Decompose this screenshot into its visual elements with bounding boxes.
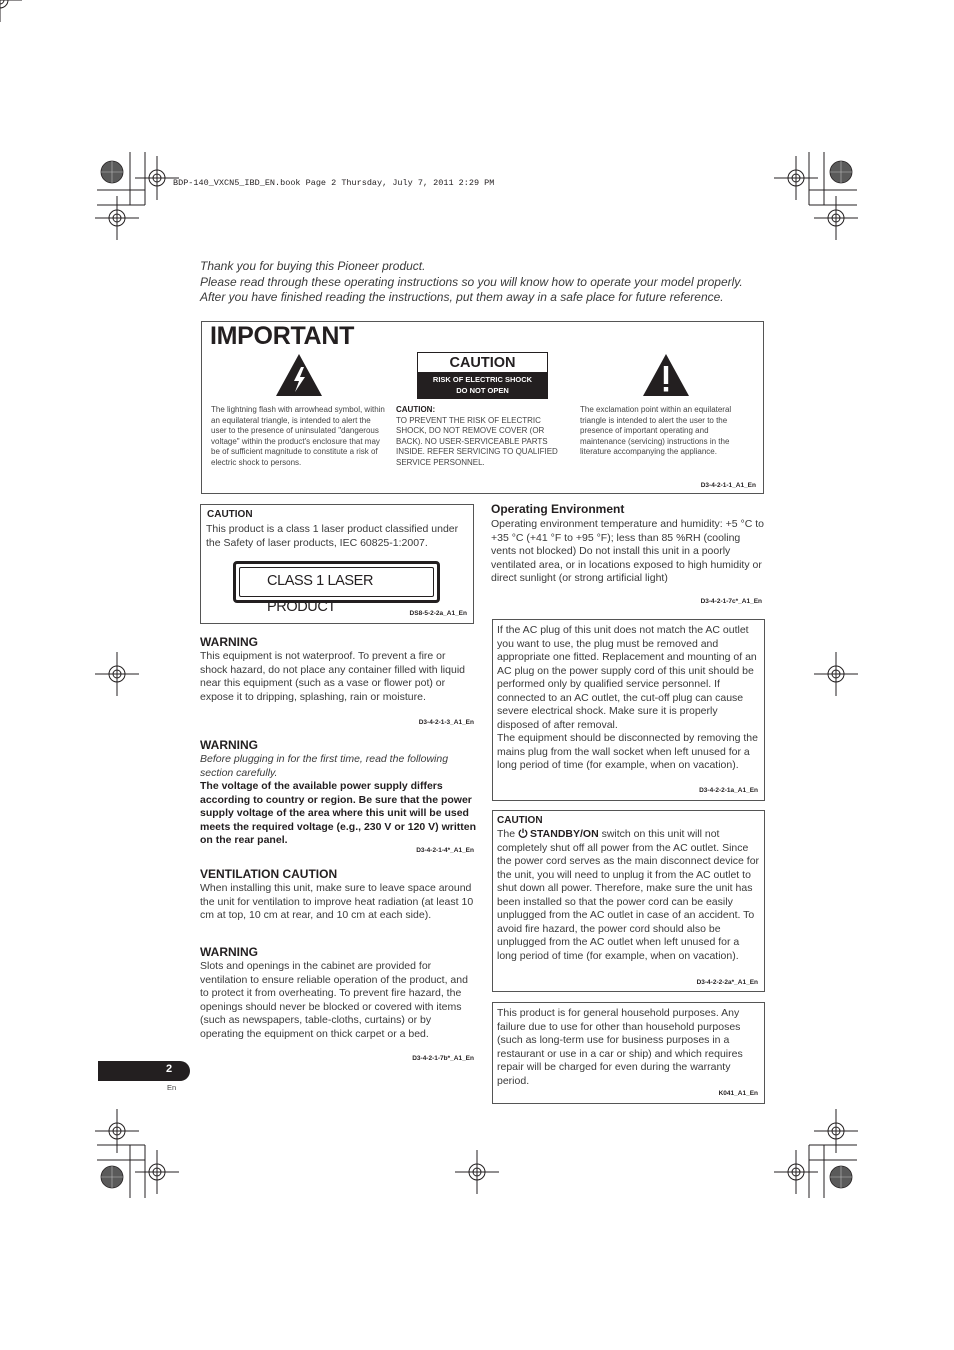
standby-text-body: switch on this unit will not completely shut off all power from the AC outlet. Since the power cord serves as the main disconnect device for the unit, you will need to unplug it from the AC outlet to shut down all power. Therefore, make sure the unit has been installed so that the power cord can be easily unplugged from the AC outlet in case of an accident. To avoid fire hazard, the power cord should also be unplugged from the AC outlet when left unused for a long period of time (for example, when on vacation). — [497, 828, 760, 962]
intro-line: Please read through these operating instructions so you will know how to operate your model properly. — [200, 274, 743, 289]
laser-plate-label: CLASS 1 LASER PRODUCT — [239, 567, 434, 597]
laser-text: This product is a class 1 laser product classified under the Safety of laser products, IEC 60825-1:2007. — [206, 523, 459, 549]
warning-intro: Before plugging in for the first time, read the following section carefully. — [200, 753, 449, 779]
caution-heading: CAUTION: — [396, 405, 436, 414]
important-title: IMPORTANT — [210, 322, 355, 350]
reference-code: D3-4-2-1-3_A1_En — [418, 719, 474, 726]
page-language: En — [167, 1083, 177, 1092]
intro-line: Thank you for buying this Pioneer product. — [200, 259, 426, 273]
operating-environment-text: Operating environment temperature and humidity: +5 °C to +35 °C (+41 °F to +95 °F); less than 85 %RH (cooling vents not blocked) Do not install this unit in a poorly ventilated area, or in locations exposed to high humidity or direct sunlight (or strong artificial light) — [491, 518, 764, 584]
exclamation-description: The exclamation point within an equilateral triangle is intended to alert the user to the presence of important operating and maintenance (servicing) instructions in the literature accompanying the appliance. — [580, 405, 732, 456]
ac-plug-paragraph: If the AC plug of this unit does not match the AC outlet you want to use, the plug must be removed and appropriate one fitted. Replacement and mounting of an AC plug on the power supply cord of this unit should be performed only by qualified service personnel. If connected to an AC outlet, the cut-off plug can cause severe electrical shock. Make sure it is properly disposed of after removal. — [497, 624, 757, 731]
household-text: This product is for general household purposes. Any failure due to use for other than household purposes (such as long-term use for business purposes in a restaurant or use in a car or ship) and which requires repair will be charged for even during the warranty period. — [497, 1007, 743, 1087]
reference-code: DS8-5-2-2a_A1_En — [409, 610, 467, 617]
voltage-warning: The voltage of the available power supply differs according to country or region. Be sure that the power supply voltage of the area where this unit will be used meets the required voltage (e.g., 230 V or 120 V) written on the rear panel. — [200, 780, 477, 846]
warning-heading: WARNING — [200, 945, 258, 959]
page-tab — [98, 1061, 190, 1081]
warning-heading: WARNING — [200, 738, 258, 752]
caution-label-line: DO NOT OPEN — [456, 386, 509, 395]
warning-heading: WARNING — [200, 635, 258, 649]
ventilation-heading: VENTILATION CAUTION — [200, 867, 338, 881]
reference-code: D3-4-2-2-1a_A1_En — [699, 787, 758, 794]
laser-class-plate — [233, 561, 440, 615]
intro-line: After you have finished reading the instructions, put them away in a safe place for future reference. — [200, 290, 724, 304]
caution-label-title: CAUTION — [449, 355, 516, 371]
caution-text: TO PREVENT THE RISK OF ELECTRIC SHOCK, DO NOT REMOVE COVER (OR BACK). NO USER-SERVICEABLE PARTS INSIDE. REFER SERVICING TO QUALIFIED SERVICE PERSONNEL. — [396, 415, 558, 467]
reference-code: D3-4-2-2-2a*_A1_En — [696, 979, 758, 986]
reference-code: D3-4-2-1-7b*_A1_En — [412, 1055, 474, 1062]
warning-text: Slots and openings in the cabinet are provided for ventilation to ensure reliable operation of the product, and to protect it from overheating. To prevent fire hazard, the openings should never be blocked or covered with items (such as newspapers, table-cloths, curtains) or by operating the equipment on thick carpet or a bed. — [200, 960, 468, 1040]
standby-text-pre: The — [497, 828, 519, 840]
operating-environment-heading: Operating Environment — [491, 502, 625, 516]
caution-label-warning — [418, 372, 547, 399]
exclamation-warning-icon — [641, 352, 691, 398]
caution-label — [417, 352, 548, 399]
ac-plug-paragraph: The equipment should be disconnected by removing the mains plug from the wall socket when left unused for a long period of time (for example, when on vacation). — [497, 732, 758, 771]
standby-text — [497, 828, 761, 963]
caution-label-line: RISK OF ELECTRIC SHOCK — [432, 375, 533, 384]
reference-code: D3-4-2-1-1_A1_En — [700, 482, 756, 489]
lightning-warning-icon — [274, 352, 324, 398]
reference-code: K041_A1_En — [718, 1090, 758, 1097]
intro-text — [200, 259, 780, 306]
page-number: 2 — [166, 1063, 173, 1075]
reference-code: D3-4-2-1-7c*_A1_En — [700, 598, 762, 605]
standby-button-label: STANDBY/ON — [530, 828, 599, 840]
standby-heading: CAUTION — [497, 815, 543, 826]
laser-heading: CAUTION — [207, 509, 253, 520]
power-icon — [518, 828, 528, 838]
reference-code: D3-4-2-1-4*_A1_En — [416, 847, 474, 854]
lightning-description: The lightning flash with arrowhead symbol, within an equilateral triangle, is intended to alert the user to the presence of uninsulated "dangerous voltage" within the product's enclosure that may be of sufficient magnitude to constitute a risk of electric shock to persons. — [211, 405, 385, 467]
caution-description — [396, 405, 566, 468]
print-header: BDP-140_VXCN5_IBD_EN.book Page 2 Thursday, July 7, 2011 2:29 PM — [173, 178, 495, 188]
ventilation-text: When installing this unit, make sure to leave space around the unit for ventilation to improve heat radiation (at least 10 cm at top, 10 cm at rear, and 10 cm at each side). — [200, 882, 474, 921]
ac-plug-text — [497, 624, 761, 773]
warning-text: This equipment is not waterproof. To prevent a fire or shock hazard, do not place any container filled with liquid near this equipment (such as a vase or flower pot) or expose it to dripping, splashing, rain or moisture. — [200, 650, 465, 703]
